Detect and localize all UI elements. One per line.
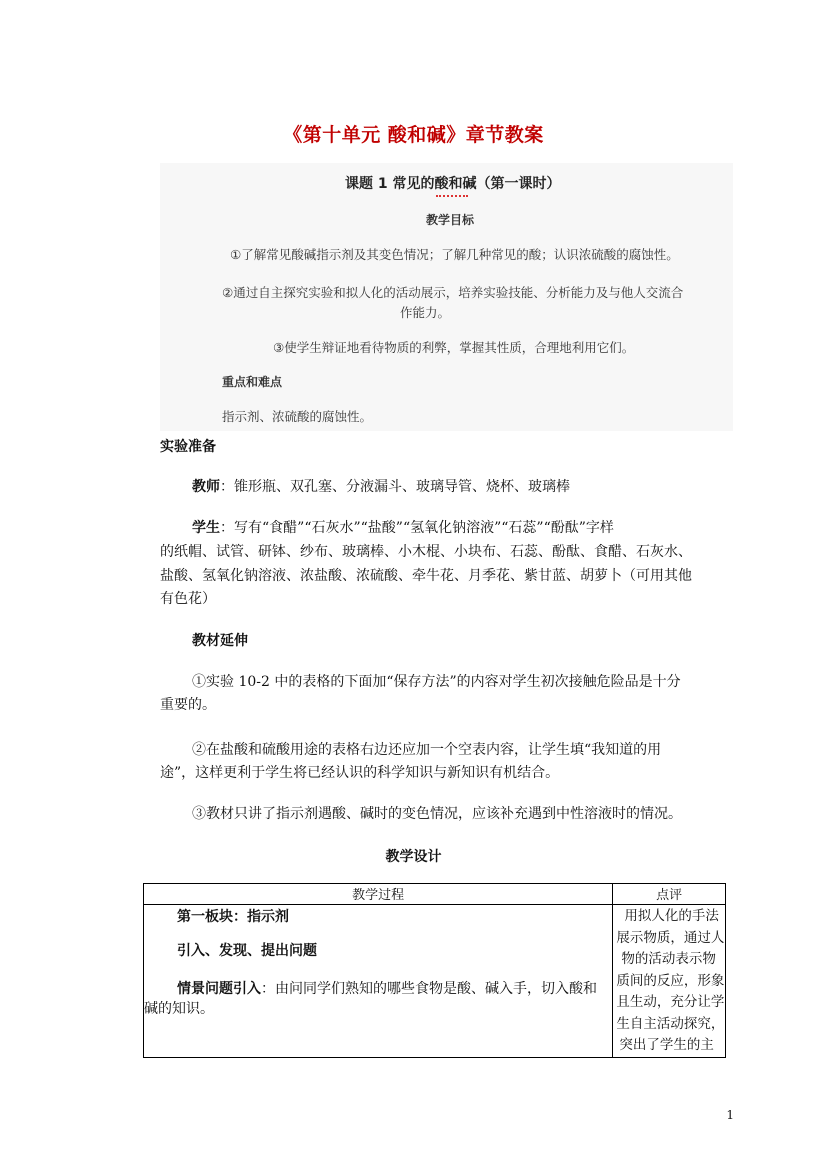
comment-line: 展示物质，通过人 (616, 929, 725, 946)
student-line-1 (192, 517, 732, 539)
design-table (143, 883, 726, 1058)
lesson-subtitle: 课题 1 常见的酸和碱（第一课时） (345, 176, 561, 192)
table-header-row (144, 884, 726, 905)
comment-line: 质间的反应，形象 (616, 972, 725, 989)
extension-item-1-line2: 重要的。 (160, 697, 216, 713)
scanned-image (160, 163, 733, 431)
student-line-2: 的纸帽、试管、研钵、纱布、玻璃棒、小木棍、小块布、石蕊、酚酞、食醋、石灰水、 (160, 544, 692, 560)
col-process-header: 教学过程 (144, 884, 613, 905)
prep-heading: 实验准备 (160, 439, 216, 455)
comment-line: 物的活动表示物 (621, 951, 716, 967)
extension-item-2-line2: 途”，这样更利于学生将已经认识的科学知识与新知识有机结合。 (160, 765, 560, 781)
col-comment-header: 点评 (613, 884, 726, 905)
goal-3: ③使学生辩证地看待物质的利弊，掌握其性质，合理地利用它们。 (273, 340, 635, 355)
design-heading: 教学设计 (385, 849, 442, 865)
extension-item-2-line1: ②在盐酸和硫酸用途的表格右边还应加一个空表内容，让学生填“我知道的用 (192, 742, 662, 758)
teacher-materials (192, 476, 732, 498)
block-1-title: 第一板块：指示剂 (177, 909, 289, 925)
spellcheck-underline (436, 192, 468, 197)
comment-line: 且生动，充分让学 (616, 994, 725, 1010)
extension-heading: 教材延伸 (192, 633, 248, 649)
scene-text-cont: 碱的知识。 (144, 1001, 214, 1017)
scene-intro (144, 979, 610, 999)
goal-1: ①了解常见酸碱指示剂及其变色情况；了解几种常见的酸；认识浓硫酸的腐蚀性。 (230, 247, 679, 262)
page-number: 1 (726, 1108, 734, 1122)
extension-item-3: ③教材只讲了指示剂遇酸、碱时的变色情况，应该补充遇到中性溶液时的情况。 (192, 806, 682, 822)
extension-item-1-line1: ①实验 10-2 中的表格的下面加“保存方法”的内容对学生初次接触危险品是十分 (192, 674, 681, 690)
key-points-heading: 重点和难点 (222, 375, 283, 389)
student-line-4: 有色花） (160, 591, 216, 607)
table-row (144, 905, 726, 1058)
goal-2-line2: 作能力。 (400, 305, 451, 320)
student-line-3: 盐酸、氢氧化钠溶液、浓盐酸、浓硫酸、牵牛花、月季花、紫甘蓝、胡萝卜（可用其他 (160, 568, 692, 584)
scene-text: ：由问同学们熟知的哪些食物是酸、碱入手，切入酸和 (261, 981, 597, 997)
goal-2-line1: ②通过自主探究实验和拟人化的活动展示，培养实验技能、分析能力及与他人交流合 (222, 285, 684, 300)
page-title: 《第十单元 酸和碱》章节教案 (283, 124, 544, 146)
teacher-text: ：锥形瓶、双孔塞、分液漏斗、玻璃导管、烧杯、玻璃棒 (220, 479, 570, 495)
comment-line: 用拟人化的手法 (624, 908, 719, 924)
step-1-title: 引入、发现、提出问题 (177, 943, 317, 959)
student-text: ：写有“食醋”“石灰水”“盐酸”“氢氧化钠溶液”“石蕊”“酚酞”字样 (220, 520, 614, 536)
comment-line: 突出了学生的主 (619, 1037, 714, 1053)
comment-cell (613, 905, 726, 1058)
student-label: 学生 (192, 520, 220, 536)
goals-heading: 教学目标 (426, 213, 475, 227)
process-cell (144, 905, 613, 1058)
teacher-label: 教师 (192, 479, 220, 495)
comment-line: 生自主活动探究， (616, 1015, 725, 1032)
scene-label: 情景问题引入 (177, 981, 261, 997)
key-points-text: 指示剂、浓硫酸的腐蚀性。 (222, 409, 373, 424)
